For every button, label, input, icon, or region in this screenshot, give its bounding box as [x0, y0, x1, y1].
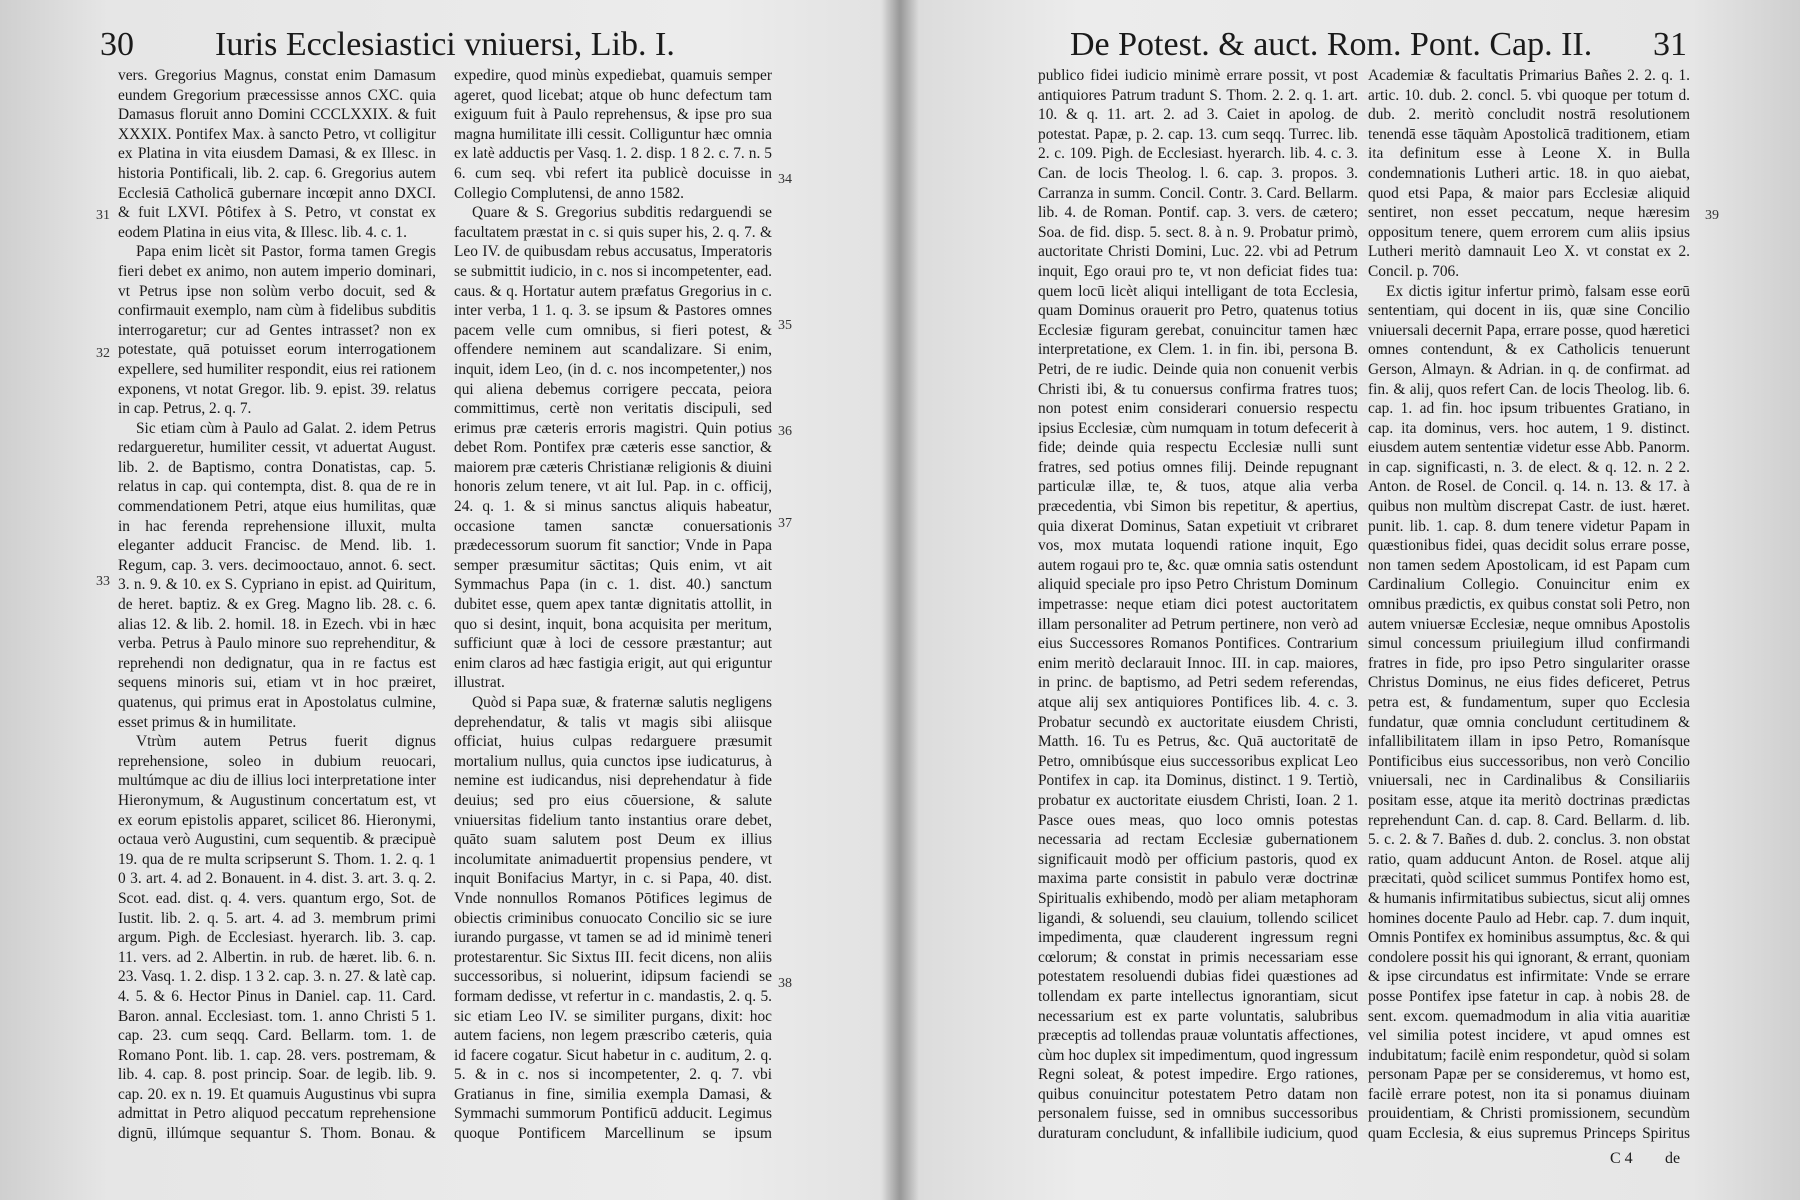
paragraph: Quare & S. Gregorius subditis redarguendi se facultatem præstat in c. si quis super his, 2. q. 7. & Leo IV. de quibusdam rebus accusatus, Imperatoris se submittit iudicio, in c. nos si incompetenter, ead. caus. & q. Hortatur autem præfatus Gregorius in c. inter verba, 1 1. q. 3. se ipsum & Pastores omnes pacem velle cum omnibus, si fieri potest, & offendere neminem aut scandalizare. Si enim, inquit, idem Leo, (in d. c. nos incompetenter,) nos qui aliena debemus corrigere peccata, peiora committimus, certè non veritatis discipuli, sed erimus præ cæteris erroris magistri. Quin potius debet Rom. Pontifex præ cæteris esse sanctior, & maiorem præ cæteris Christianæ religionis & diuini honoris zelum tenere, vt ait Iul. Pap. in c. officij, 24. q. 1. & si minus sanctus aliquis habeatur, occasione tamen sanctæ conuersationis prædecessorum suorum fit sanctior; Vnde in Papa semper præsumitur sāctitas; Quis enim, vt ait Symmachus Papa (in c. 1. dist. 40.) sanctum dubitet esse, quem apex tantæ dignitatis attollit, in quo si desint, inquit, bona acquisita per meritum, sufficiunt quæ à loci de cessore præstantur; aut enim claros ad hæc fastigia erigit, aut qui eriguntur illustrat. — [454, 204, 772, 692]
signature-mark: C 4 — [1610, 1150, 1633, 1167]
paragraph: Academiæ & facultatis Primarius Bañes 2. 2. q. 1. artic. 10. dub. 2. concl. 5. vbi quoque per totum d. dub. 2. meritò concludit nostrā resolutionem tenendā esse tāquàm Apostolicā traditionem, etiam ita definitum esse à Leone X. in Bulla condemnationis Lutheri artic. 18. in quo aiebat, quod etsi Papa, & maior pars Ecclesiæ aliquid sentiret, non esset peccatum, neque hæresim oppositum tenere, quem errorem cum aliis ipsius Lutheri meritò damnauit Leo X. vt constat ex 2. Concil. p. 706. — [1368, 67, 1690, 280]
right-running-head: De Potest. & auct. Rom. Pont. Cap. II. — [1070, 26, 1593, 63]
paragraph: expedire, quod minùs expediebat, quamuis semper ageret, quod licebat; atque ob hunc defectum tam exiguum fuit à Paulo reprehensus, & ipse pro sua magna humilitate illi cessit. Colliguntur hæc omnia ex latè adductis per Vasq. 1. 2. disp. 1 8 2. c. 7. n. 5 6. cum seq. vbi refert ita publicè docuisse in Collegio Complutensi, de anno 1582. — [454, 67, 772, 202]
margin-number: 31 — [96, 208, 110, 223]
book-gutter — [880, 0, 920, 1200]
left-page-number: 30 — [100, 26, 134, 63]
margin-number: 38 — [778, 976, 792, 991]
left-running-head: Iuris Ecclesiastici vniuersi, Lib. I. — [215, 26, 675, 63]
paragraph: Quòd si Papa suæ, & fraternæ salutis negligens deprehendatur, & talis vt magis sibi aliisque officiat, huius culpas redarguere præsumit mortalium nullus, quia cunctos ipse iudicaturus, à nemine est iudicandus, nisi deprehendatur à fide deuius; sed pro eius cōuersione, & salute vniuersitas fidelium tanto instantius orare debet, quāto suam salutem post Deum ex illius incolumitate animaduertit propensius pendere, vt inquit Bonifacius Martyr, in c. si Papa, 40. dist. Vnde nonnullos Romanos Pōtifices legimus de obiectis criminibus conuocato Concilio sic se iure iurando purgasse, vt tamen se ad id minimè teneri protestarentur. Sic Sixtus III. fecit dicens, non aliis successoribus, si noluerint, idipsum faciendi se formam dedisse, vt refertur in c. mandastis, 2. q. 5. sic etiam Leo IV. se similiter purgans, dixit: hoc autem faciens, non legem præscribo cæteris, quia id facere cogatur. Sicut habetur in c. auditum, 2. q. 5. & in c. nos si incompetenter, 2. q. 7. vbi Gratianus in fine, similia exempla Damasi, & Symmachi summorum Pontificū adducit. Legimus quoque Pontificem Marcellinum se ipsum — [454, 694, 772, 1143]
right-page-number: 31 — [1653, 26, 1687, 63]
margin-number: 34 — [778, 172, 792, 187]
margin-number: 36 — [778, 424, 792, 439]
right-column-2 — [1368, 66, 1690, 1146]
margin-number: 32 — [96, 346, 110, 361]
left-column-2 — [454, 66, 772, 1146]
paragraph: Vtrùm autem Petrus fuerit dignus reprehensione, soleo in dubium reuocari, multúmque ac diu de illius loci interpretatione inter Hieronymum, & Augustinum concertatum est, vt ex eorum epistolis apparet, scilicet 86. Hieronymi, octaua verò Augustini, cum sequentib. & præcipuè 19. qua de re multa scripserunt S. Thom. 1. 2. q. 1 0 3. art. 4. ad 2. Bonauent. in 4. dist. 3. art. 3. q. 2. Scot. ead. dist. q. 4. vers. quantum ergo, Sot. de Iustit. lib. 2. q. 5. art. 4. ad 3. membrum primi argum. Pigh. de Ecclesiast. hyerarch. lib. 3. cap. 11. vers. ad 2. Albertin. in rub. de hæret. lib. 6. n. 23. Vasq. 1. 2. disp. 1 3 2. cap. 3. n. 27. & latè cap. 4. 5. & 6. Hector Pinus in Daniel. cap. 11. Card. Baron. annal. Ecclesiast. tom. 1. anno Christi 5 1. cap. 23. cum seqq. Card. Bellarm. tom. 1. de Romano Pont. lib. 1. cap. 28. vers. postremam, & lib. 4. cap. 8. post princip. Soar. de legib. lib. 9. cap. 20. ex n. 19. Et quamuis Augustinus vbi supra admittat in Petro aliquod peccatum reprehensione dignū, illúmque sequantur S. Thom. Bonau. & — [118, 733, 436, 1143]
right-column-1 — [1038, 66, 1358, 1146]
paragraph: Ex dictis igitur infertur primò, falsam esse eorū sententiam, qui docent in iis, quæ sine Concilio vniuersali decernit Papa, errare posse, quod hæretici omnes contendunt, & ex Catholicis tenuerunt Gerson, Almayn. & Adrian. in q. de confirmat. ad fin. & alij, quos refert Can. de locis Theolog. lib. 6. cap. 1. ad fin. hoc ipsum tribuentes Gratiano, in cap. ita dominus, vers. hoc autem, 1 9. distinct. eiusdem autem sententiæ videtur esse Abb. Panorm. in cap. significasti, n. 3. de elect. & q. 12. n. 2 2. Anton. de Rosel. de Concil. q. 14. n. 13. & 17. à quibus non multùm discrepat Castr. de iust. hæret. punit. lib. 1. cap. 8. dum tenere videtur Papam in quæstionibus fidei, quas decidit solus errare posse, non tamen sedem Apostolicam, id est Papam cum Cardinalium Collegio. Conuincitur enim ex omnibus prædictis, ex quibus constat soli Petro, non autem vniuersæ Ecclesiæ, neque omnibus Apostolis simul concessum priuilegium illud confirmandi fratres in fide, pro ipso Petro singulariter orasse Christus Dominus, ne eius fides deficeret, Petrus petra est, & fundamentum, super quo Ecclesia fundatur, quæ omnia concludunt certitudinem & infallibilitatem illam in ipso Petro, Romanísque Pontificibus eius successoribus, non verò Concilio vniuersali, nec in Cardinalibus & Consiliariis positam esse, atque ita meritò doctrinas prædictas reprehendunt Can. d. cap. 8. Card. Bellarm. d. lib. 5. c. 2. & 7. Bañes d. dub. 2. conclus. 3. non obstat ratio, quam adducunt Anton. de Rosel. atque alij præcitati, quòd scilicet summus Pontifex homo est, & humanis infirmitatibus subiectus, sicut alij omnes homines docente Paulo ad Hebr. cap. 7. dum inquit, Omnis Pontifex ex hominibus assumptus, &c. & qui condolere possit his qui ignorant, & errant, quoniam & ipse circundatus est infirmitate: Vnde se errare posse Pontifex ipse fatetur in cap. à nobis 28. de sent. excom. quemadmodum in alia vitia auaritiæ vel similia potest incidere, vt apud omnes est indubitatum; facilè enim respondetur, quòd si solam personam Papæ per se consideremus, vt homo est, facilè errare potest, non ita si ponamus diuinam prouidentiam, & Christi promissionem, secundùm quam Ecclesia, & eius supremus Princeps Spiritus — [1368, 282, 1690, 1143]
right-page — [905, 0, 1800, 1200]
left-page — [0, 0, 895, 1200]
left-column-1 — [118, 66, 436, 1146]
margin-number: 35 — [778, 318, 792, 333]
margin-number: 37 — [778, 516, 792, 531]
paragraph: Papa enim licèt sit Pastor, forma tamen Gregis fieri debet ex animo, non autem imperio dominari, vt Petrus ipse non solùm verbo docuit, sed & confirmauit exemplo, nam cùm à fidelibus subditis interrogaretur; cur ad Gentes intrasset? non ex potestate, quā potuisset eorum interrogationem expellere, sed humiliter respondit, eius rei rationem exponens, vt notat Gregor. lib. 9. epist. 39. relatus in cap. Petrus, 2. q. 7. — [118, 243, 436, 418]
margin-number: 39 — [1705, 208, 1719, 223]
catchword: de — [1665, 1150, 1681, 1167]
margin-number: 33 — [96, 574, 110, 589]
paragraph: publico fidei iudicio minimè errare possit, vt post antiquiores Patrum tradunt S. Thom. 2. 2. q. 1. art. 10. & q. 11. art. 2. ad 3. Caiet in apolog. de potestat. Papæ, p. 2. cap. 13. cum seqq. Turrec. lib. 2. c. 109. Pigh. de Ecclesiast. hyerarch. lib. 4. c. 3. Can. de locis Theolog. l. 6. cap. 3. propos. 3. Carranza in summ. Concil. Contr. 3. Card. Bellarm. lib. 4. de Roman. Pontif. cap. 3. vers. de cætero; Soa. de fid. disp. 5. sect. 8. à n. 9. Probatur primò, auctoritate Christi Domini, Luc. 22. vbi ad Petrum inquit, Ego oraui pro te, vt non deficiat fides tua: quem locū licèt aliqui intelligant de tota Ecclesia, quam Dominus orauerit pro Petro, quatenus totius Ecclesiæ figuram gerebat, conuincitur tamen hæc interpretatione, ex Clem. 1. in fin. ibi, persona B. Petri, de re iudic. Deinde quia non conuenit verbis Christi ibi, & tu conuersus confirma fratres tuos; non potest enim considerari conuersio respectu ipsius Ecclesiæ, cùm numquam in totum defecerit à fide; deinde quia respectu Ecclesiæ nulli sunt fratres, sed potius omnes filij. Deinde repugnant particulæ illæ, te, & tuos, atque alia verba præcedentia, vbi Simon bis repetitur, & apertius, quia dixerat Dominus, Satan expetiuit vt cribraret vos, mox mutata loquendi ratione inquit, Ego autem rogaui pro te, &c. quæ omnia satis ostendunt aliquid speciale pro ipso Petro Christum Dominum impetrasse: neque etiam dici potest auctoritatem illam personaliter ad Petrum pertinere, non verò ad eius Successores Romanos Pontifices. Contrarium enim meritò declarauit Innoc. III. in cap. maiores, in princ. de baptismo, ad Petri sedem referendas, atque alij sex antiquiores Pontifices lib. 4. c. 3. Probatur secundò ex auctoritate eiusdem Christi, Matth. 16. Tu es Petrus, &c. Quā auctoritatē de Petro, omnibúsque eius successoribus explicat Leo Pontifex in cap. ita Dominus, distinct. 1 9. Tertiò, probatur ex auctoritate eiusdem Christi, Ioan. 2 1. Pasce oues meas, quo loco omnis potestas necessaria ad rectam Ecclesiæ gubernationem significauit modò per officium pastoris, quod ex maxima parte consistit in pabulo veræ doctrinæ Spiritualis exhibendo, modò per aliam metaphoram ligandi, & soluendi, seu clauium, tollendo scilicet impedimenta, quæ clauderent ingressum regni cœlorum; & constat in primis necessariam esse potestatem resoluendi dubias fidei quæstiones ad tollendam ex parte intellectus ignorantiam, sicut necessarium est ex parte voluntatis, salubribus præceptis ad tollendas prauæ voluntatis affectiones, cùm hoc duplex sit impedimentum, quod ingressum Regni soleat, & potest impedire. Ergo rationes, quibus conuincitur potestatem Petro datam non personalem fuisse, sed in omnibus successoribus duraturam concludunt, & infallibile iudicium, quod — [1038, 67, 1358, 1143]
paragraph: Sic etiam cùm à Paulo ad Galat. 2. idem Petrus redargueretur, humiliter cessit, vt aduertat August. lib. 2. de Baptismo, contra Donatistas, cap. 5. relatus in cap. qui contempta, dist. 8. qua de re in commendationem Petri, atque eius humilitas, quæ in hac ferenda reprehensione illuxit, multa eleganter adducit Francisc. de Mend. lib. 1. Regum, cap. 3. vers. decimooctauo, annot. 6. sect. 3. n. 9. & 10. ex S. Cypriano in epist. ad Quiritum, de heret. baptiz. & ex Greg. Magno lib. 28. c. 6. alias 12. & lib. 2. homil. 18. in Ezech. vbi in hæc verba. Petrus à Paulo minore suo reprehenditur, & reprehendi non dedignatur, qua in re factus est sequens minoris sui, etiam vt in hoc præiret, quatenus, qui primus erat in Apostolatus culmine, esset primus & in humilitate. — [118, 419, 436, 731]
paragraph: vers. Gregorius Magnus, constat enim Damasum eundem Gregorium præcessisse annos CXC. quia Damasus floruit anno Domini CCCLXXIX. & fuit XXXIX. Pontifex Max. à sancto Petro, vt colligitur ex Platina in vita eiusdem Damasi, & ex Illesc. in historia Pontificali, lib. 2. cap. 6. Gregorius autem Ecclesiā Catholicā gubernare incœpit anno DXCI. & fuit LXVI. Pôtifex à S. Petro, vt constat ex eodem Platina in eius vita, & Illesc. lib. 4. c. 1. — [118, 67, 436, 241]
